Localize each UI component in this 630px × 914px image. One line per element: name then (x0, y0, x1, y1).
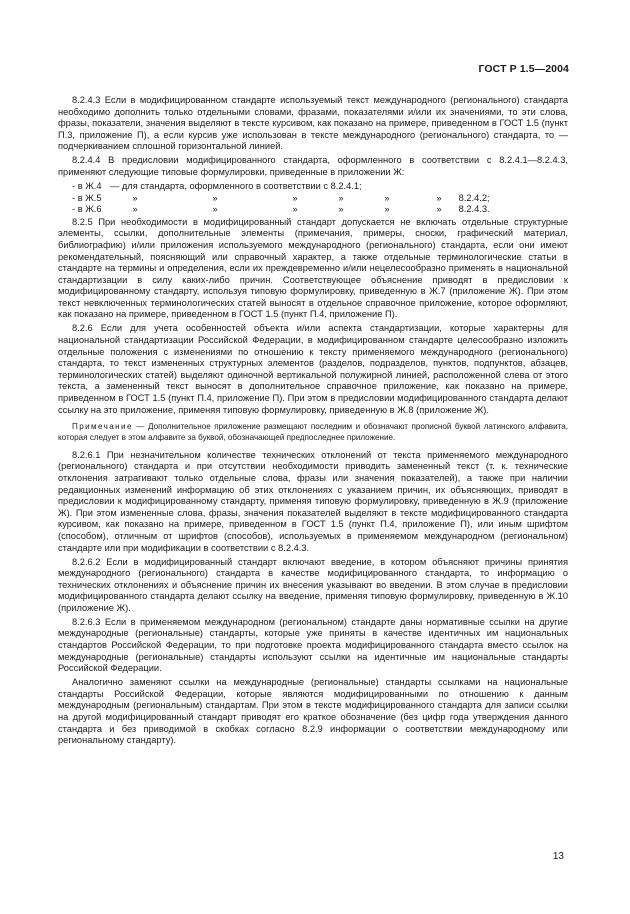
note-label: Примечание (72, 422, 133, 432)
list-ref: в Ж.4 (77, 180, 102, 191)
paragraph-analogous-replacement: Аналогично заменяют ссылки на международные (региональные) стандарты ссылками на национальные стандарты Российской Федерации, которые являются модифицированными по отношению к данным международным (региональным) стандартам. При этом в тексте модифицированного стандарта для записи ссылки на другой модифицированный стандарт приводят его краткое обозначение (без цифр года утверждения данного стандарта и без приводимой в скобках согласно 8.2.9 информации о соответствии международному или региональному стандарту). (58, 677, 568, 746)
ditto-mark: » (338, 204, 344, 215)
ditto-mark: » (132, 204, 138, 215)
formulation-list (58, 181, 568, 216)
ditto-mark: » (212, 192, 218, 203)
paragraph-8-2-4-4: 8.2.4.4 В предисловии модифицированного стандарта, оформленного в соответствии с 8.2.4.1—8.2.4.3, применяют следующие типовые формулировки, приведенные в приложении Ж: (58, 155, 568, 177)
list-item (58, 181, 568, 193)
ditto-mark: » (212, 204, 218, 215)
paragraph-8-2-6-1: 8.2.6.1 При незначительном количестве технических отклонений от текста применяемого международного (регионального) стандарта и при отсутствии необходимости приводить замененный текст (т. к. технические отклонения затрагивают только отдельные слова, фразы или значения показателей), а также при наличии редакционных изменений информацию об этих отклонениях с указанием причин, их объясняющих, приводят в предисловии к модифицированному стандарту, применяя типовую формулировку, приведенную в Ж.9 (приложение Ж). При этом измененные слова, фразы, значения показателей выделяют в тексте модифицированного стандарта курсивом, как показано на примере, приведенном в ГОСТ 1.5 (пункт П.4, приложение П), или иным шрифтом (способом), отличным от шрифтов (способов), используемых в применяемом международном (региональном) стандарте или при модификации в соответствии с 8.2.4.3. (58, 449, 568, 553)
page-number: 13 (552, 851, 564, 862)
ditto-mark: » (292, 204, 298, 215)
ditto-mark: » (436, 204, 442, 215)
list-item (58, 204, 568, 216)
list-dash: - (72, 192, 76, 203)
list-end: 8.2.4.3. (458, 204, 490, 215)
note (58, 422, 568, 443)
list-end: 8.2.4.2; (458, 192, 490, 203)
list-ref: в Ж.5 (77, 192, 102, 203)
ditto-mark: » (132, 192, 138, 203)
document-header: ГОСТ Р 1.5—2004 (478, 63, 569, 75)
document-body (58, 95, 568, 749)
paragraph-8-2-6: 8.2.6 Если для учета особенностей объекта и/или аспекта стандартизации, которые характерны для национальной стандартизации Российской Федерации, в модифицированном стандарте целесообразно изложить отдельные положения с изменениями по отношению к тексту применяемого международного (регионального) стандарта, то текст измененных структурных элементов (разделов, подразделов, пунктов, подпунктов, абзацев, терминологических статей) выделяют одиночной вертикальной полужирной линией, расположенной слева от этого текста, а замененный текст выносят в дополнительное справочное приложение, как показано на примере, приведенном в ГОСТ 1.5 (пункт П.4, приложение П). При этом в предисловии модифицированного стандарта делают ссылку на это приложение, применяя типовую формулировку, приведенную в Ж.8 (приложение Ж). (58, 323, 568, 415)
paragraph-8-2-5: 8.2.5 При необходимости в модифицированный стандарт допускается не включать отдельные структурные элементы, ссылки, дополнительные элементы (примечания, примеры, сноски, графический материал, библиографию) и/или приложения используемого международного (регионального) стандарта, если они имеют рекомендательный, поясняющий или справочный характер, а также отдельные терминологические статьи в стандарте на термины и определения, если их преждевременно и/или нецелесообразно применять в национальной стандартизации в силу каких-либо причин. Соответствующее объяснение приводят в предисловии к модифицированному стандарту, используя типовую формулировку, приведенную в Ж.7 (приложение Ж). При этом текст невключенных терминологических статей выносят в отдельное справочное приложение, которое оформляют, как показано на примере, приведенном в ГОСТ 1.5 (пункт П.4, приложение П). (58, 216, 568, 320)
ditto-mark: » (292, 192, 298, 203)
paragraph-8-2-4-3: 8.2.4.3 Если в модифицированном стандарте используемый текст международного (регионального) стандарта необходимо дополнить только отдельными словами, фразами, показателями и/или их значениями, то эти слова, фразы, показатели, значения выделяют в тексте курсивом, как показано на примере, приведенном в ГОСТ 1.5 (пункт П.3, приложение П), а если курсив уже использован в тексте международного (регионального) стандарта, то — подчеркиванием сплошной горизонтальной линией. (58, 95, 568, 152)
paragraph-8-2-6-2: 8.2.6.2 Если в модифицированный стандарт включают введение, в котором объясняют причины принятия международного (регионального) стандарта в качестве модифицированного стандарта, то информацию о технических отклонениях и объяснение причин их внесения указывают во введении. В этом случае в предисловии модифицированного стандарта делают ссылку на введение, применяя типовую формулировку, приведенную в Ж.10 (приложение Ж). (58, 556, 568, 613)
paragraph-8-2-6-3: 8.2.6.3 Если в применяемом международном (региональном) стандарте даны нормативные ссылки на другие международные (региональные) стандарты, которые уже приняты в качестве идентичных им национальных стандартов Российской Федерации, то при подготовке проекта модифицированного стандарта вместо ссылок на международные (региональные) стандарты используют ссылки на идентичные им национальные стандарты Российской Федерации. (58, 616, 568, 674)
ditto-mark: » (384, 204, 390, 215)
list-text: — для стандарта, оформленного в соответствии с 8.2.4.1; (110, 180, 362, 191)
ditto-mark: » (338, 192, 344, 203)
list-dash: - (72, 180, 76, 191)
ditto-mark: » (384, 192, 390, 203)
ditto-mark: » (436, 192, 442, 203)
list-item (58, 193, 568, 205)
note-text: — Дополнительное приложение размещают последним и обозначают прописной буквой латинского алфавита, которая следует в этом алфавите за буквой, обозначающей предпоследнее приложение. (58, 422, 568, 442)
list-ref: в Ж.6 (77, 204, 102, 215)
list-dash: - (72, 204, 76, 215)
